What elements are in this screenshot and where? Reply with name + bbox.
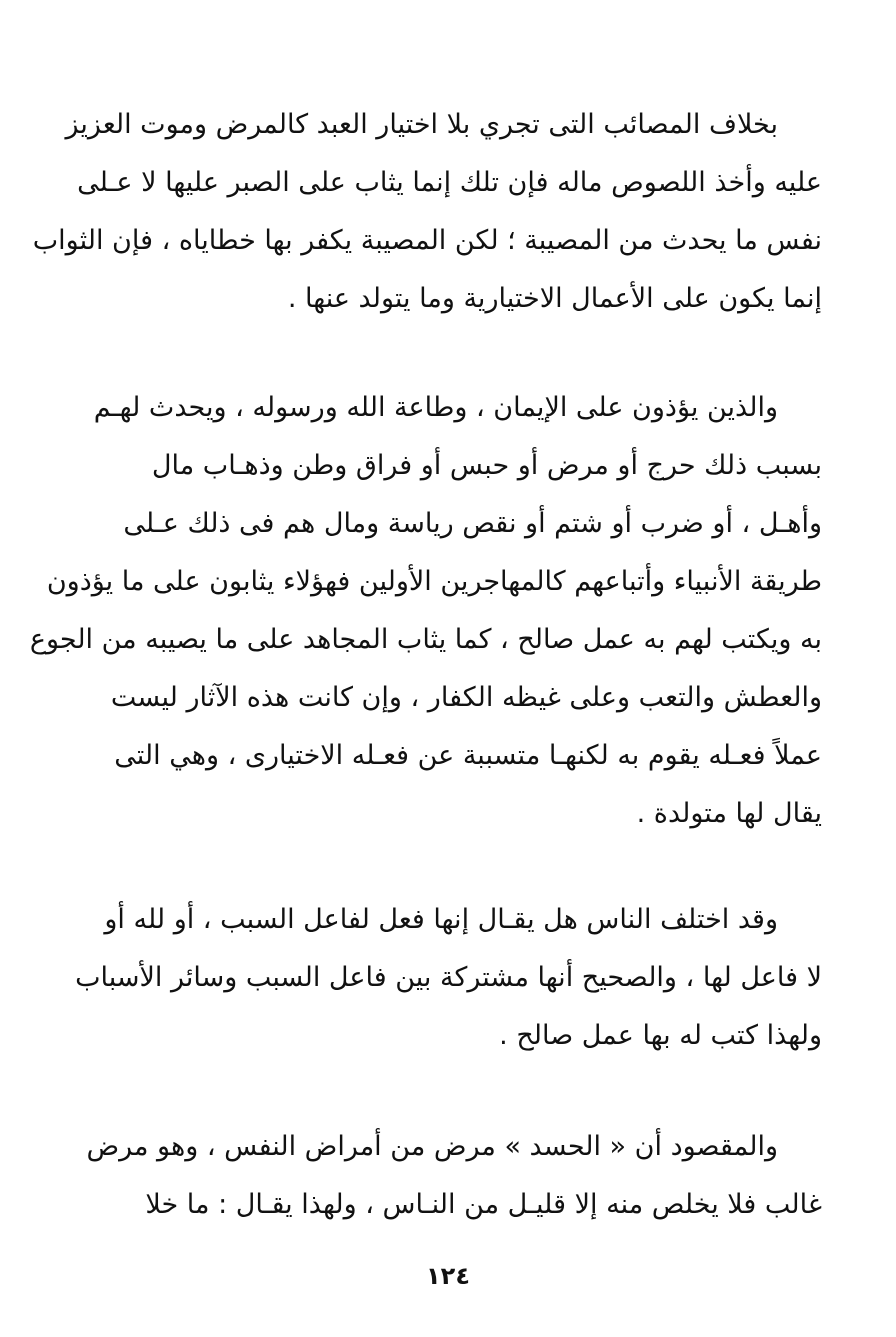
text-line: نفس ما يحدث من المصيبة ؛ لكن المصيبة يكفر بها خطاياه ، فإن الثواب: [32, 225, 822, 256]
paragraph-4: [70, 1118, 822, 1234]
text-line: عملاً فعـله يقوم به لكنهـا متسببة عن فعـله الاختيارى ، وهي التى: [114, 740, 822, 771]
text-line: يقال لها متولدة .: [636, 798, 822, 829]
text-line: والذين يؤذون على الإيمان ، وطاعة الله ورسوله ، ويحدث لهـم: [93, 392, 778, 423]
paragraph-2: [29, 379, 822, 843]
text-line: طريقة الأنبياء وأتباعهم كالمهاجرين الأولين فهؤلاء يثابون على ما يؤذون: [46, 566, 822, 597]
text-line: والعطش والتعب وعلى غيظه الكفار ، وإن كانت هذه الآثار ليست: [110, 682, 822, 713]
text-line: ولهذا كتب له بها عمل صالح .: [499, 1020, 822, 1051]
paragraph-1: [32, 96, 822, 328]
text-line: والمقصود أن « الحسد » مرض من أمراض النفس ، وهو مرض: [86, 1131, 778, 1162]
paragraph-3: [70, 891, 822, 1065]
text-line: غالب فلا يخلص منه إلا قليـل من النـاس ، ولهذا يقـال : ما خلا: [145, 1189, 822, 1220]
page-number: ١٢٤: [426, 1262, 470, 1290]
text-line: عليه وأخذ اللصوص ماله فإن تلك إنما يثاب على الصبر عليها لا عـلى: [77, 167, 822, 198]
text-line: لا فاعل لها ، والصحيح أنها مشتركة بين فاعل السبب وسائر الأسباب: [75, 962, 822, 993]
text-line: إنما يكون على الأعمال الاختيارية وما يتولد عنها .: [287, 283, 822, 314]
text-line: وقد اختلف الناس هل يقـال إنها فعل لفاعل السبب ، أو لله أو: [104, 904, 778, 935]
text-line: بخلاف المصائب التى تجري بلا اختيار العبد كالمرض وموت العزيز: [65, 109, 778, 140]
text-line: وأهـل ، أو ضرب أو شتم أو نقص رياسة ومال هم فى ذلك عـلى: [123, 508, 822, 539]
text-line: بسبب ذلك حرج أو مرض أو حبس أو فراق وطن وذهـاب مال: [151, 450, 822, 481]
text-line: به ويكتب لهم به عمل صالح ، كما يثاب المجاهد على ما يصيبه من الجوع: [29, 624, 822, 655]
